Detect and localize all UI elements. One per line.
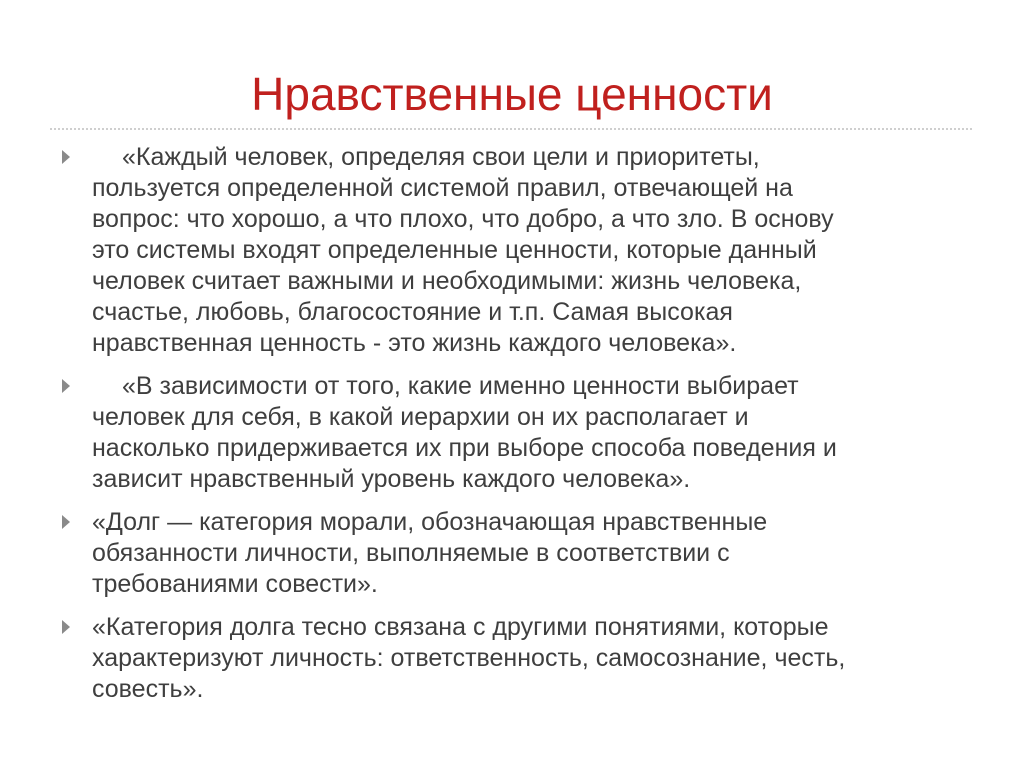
bullet-line: насколько придерживается их при выборе способа поведения и xyxy=(92,434,837,462)
bullet-line: «Долг — категория морали, обозначающая нравственные xyxy=(92,508,768,536)
bullet-line: счастье, любовь, благосостояние и т.п. Самая высокая xyxy=(92,298,733,326)
triangle-right-icon xyxy=(62,379,70,393)
bullet-list xyxy=(60,142,960,717)
bullet-item xyxy=(60,612,960,705)
bullet-line: человек считает важными и необходимыми: жизнь человека, xyxy=(92,267,802,295)
bullet-line: обязанности личности, выполняемые в соответствии с xyxy=(92,539,730,567)
triangle-right-icon xyxy=(62,150,70,164)
bullet-item xyxy=(60,142,960,359)
bullet-line: зависит нравственный уровень каждого человека». xyxy=(92,465,691,493)
bullet-item xyxy=(60,507,960,600)
bullet-line: вопрос: что хорошо, а что плохо, что добро, а что зло. В основу xyxy=(92,205,834,233)
bullet-item xyxy=(60,371,960,495)
bullet-line: требованиями совести». xyxy=(92,570,378,598)
bullet-line: характеризуют личность: ответственность, самосознание, честь, xyxy=(92,644,846,672)
slide-title: Нравственные ценности xyxy=(251,68,773,120)
bullet-line: человек для себя, в какой иерархии он их располагает и xyxy=(92,403,749,431)
bullet-line: это системы входят определенные ценности, которые данный xyxy=(92,236,817,264)
bullet-line: нравственная ценность - это жизнь каждого человека». xyxy=(92,329,737,357)
bullet-line: «Каждый человек, определяя свои цели и приоритеты, xyxy=(122,143,760,171)
bullet-line: совесть». xyxy=(92,675,204,703)
bullet-line: пользуется определенной системой правил, отвечающей на xyxy=(92,174,793,202)
triangle-right-icon xyxy=(62,515,70,529)
triangle-right-icon xyxy=(62,620,70,634)
bullet-line: «В зависимости от того, какие именно ценности выбирает xyxy=(122,372,799,400)
title-divider xyxy=(50,128,972,130)
bullet-line: «Категория долга тесно связана с другими понятиями, которые xyxy=(92,613,829,641)
